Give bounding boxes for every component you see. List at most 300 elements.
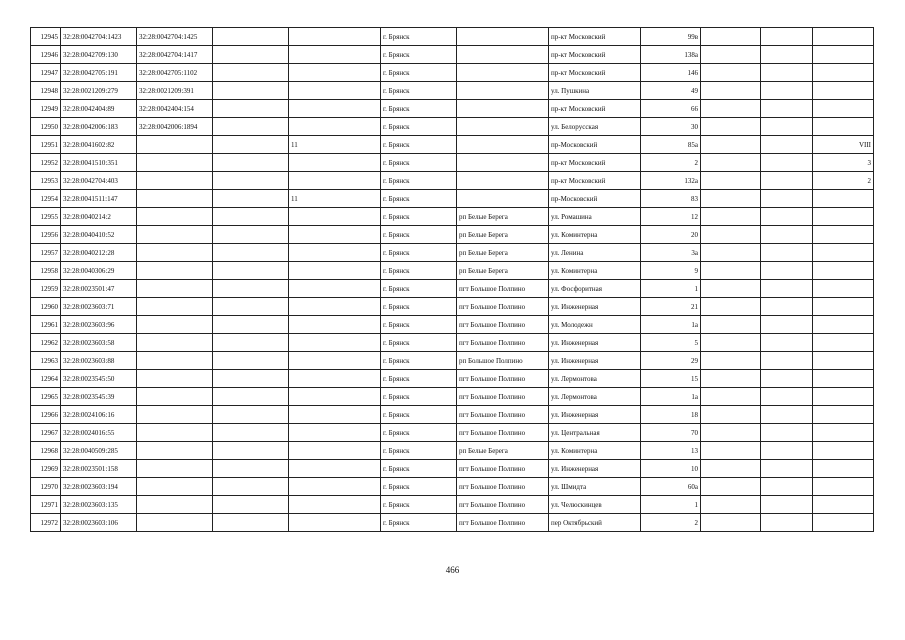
table-cell: 12956 (31, 226, 61, 244)
table-cell (213, 46, 289, 64)
table-cell: ул. Белорусская (549, 118, 641, 136)
table-cell: г. Брянск (381, 478, 457, 496)
table-cell (813, 64, 874, 82)
table-cell: 32:28:0023501:158 (61, 460, 137, 478)
table-cell (761, 298, 813, 316)
table-cell: 12 (641, 208, 701, 226)
table-cell (213, 442, 289, 460)
table-cell: 12968 (31, 442, 61, 460)
table-row (31, 244, 874, 262)
table-cell (457, 154, 549, 172)
table-cell: 12969 (31, 460, 61, 478)
table-cell (213, 334, 289, 352)
table-cell: рп Белые Берега (457, 442, 549, 460)
table-cell (457, 64, 549, 82)
table-cell (813, 316, 874, 334)
table-cell (137, 478, 213, 496)
table-cell (457, 82, 549, 100)
table-cell (761, 82, 813, 100)
table-cell: рп Белые Берега (457, 226, 549, 244)
table-row (31, 298, 874, 316)
table-cell: 32:28:0041602:82 (61, 136, 137, 154)
table-cell (813, 388, 874, 406)
table-cell (137, 514, 213, 532)
table-cell: 32:28:0040212:28 (61, 244, 137, 262)
table-cell: ул. Инженерная (549, 298, 641, 316)
table-cell (761, 478, 813, 496)
table-cell: рп Белые Берега (457, 262, 549, 280)
table-cell (289, 298, 381, 316)
table-cell (761, 370, 813, 388)
table-cell (137, 262, 213, 280)
table-cell (761, 388, 813, 406)
table-cell (761, 64, 813, 82)
table-cell: 13 (641, 442, 701, 460)
table-row (31, 262, 874, 280)
table-cell: г. Брянск (381, 172, 457, 190)
table-cell (137, 496, 213, 514)
table-cell: 12962 (31, 334, 61, 352)
table-cell: 32:28:0042006:183 (61, 118, 137, 136)
table-cell: 10 (641, 460, 701, 478)
table-cell (289, 46, 381, 64)
table-cell: 32:28:0024106:16 (61, 406, 137, 424)
table-cell (701, 370, 761, 388)
table-row (31, 64, 874, 82)
table-cell: пгт Большое Полпино (457, 316, 549, 334)
table-cell: пр-кт Московский (549, 28, 641, 46)
table-cell: 15 (641, 370, 701, 388)
table-row (31, 352, 874, 370)
table-cell (457, 46, 549, 64)
table-cell (761, 46, 813, 64)
table-cell (813, 406, 874, 424)
table-cell: 12967 (31, 424, 61, 442)
table-cell: 12963 (31, 352, 61, 370)
table-cell: г. Брянск (381, 424, 457, 442)
table-cell: рп Большое Полпино (457, 352, 549, 370)
table-cell: ул. Челюскинцев (549, 496, 641, 514)
table-cell (289, 64, 381, 82)
table-cell (137, 154, 213, 172)
table-cell: 32:28:0023603:135 (61, 496, 137, 514)
table-cell: г. Брянск (381, 280, 457, 298)
table-cell (457, 118, 549, 136)
table-cell (137, 442, 213, 460)
table-cell: г. Брянск (381, 388, 457, 406)
table-row (31, 406, 874, 424)
table-cell: 11 (289, 190, 381, 208)
table-cell (701, 298, 761, 316)
table-cell (213, 118, 289, 136)
table-cell: 30 (641, 118, 701, 136)
table-cell: 12957 (31, 244, 61, 262)
table-row (31, 424, 874, 442)
table-cell: ул. Коминтерна (549, 442, 641, 460)
table-cell: рп Белые Берега (457, 208, 549, 226)
table-cell: 1 (641, 496, 701, 514)
table-cell (289, 82, 381, 100)
table-cell: 32:28:0023603:58 (61, 334, 137, 352)
table-cell: 32:28:0042404:154 (137, 100, 213, 118)
table-cell (761, 514, 813, 532)
table-cell (457, 172, 549, 190)
table-cell (289, 370, 381, 388)
table-cell: 32:28:0024016:55 (61, 424, 137, 442)
table-cell (761, 460, 813, 478)
table-cell: 12954 (31, 190, 61, 208)
table-cell (289, 226, 381, 244)
table-row (31, 100, 874, 118)
table-cell: 3а (641, 244, 701, 262)
table-cell (761, 424, 813, 442)
table-cell (813, 352, 874, 370)
table-cell (701, 226, 761, 244)
table-cell (289, 172, 381, 190)
table-cell (701, 28, 761, 46)
table-cell: 2 (813, 172, 874, 190)
table-cell (213, 190, 289, 208)
table-cell (213, 298, 289, 316)
table-cell (761, 118, 813, 136)
table-cell (701, 100, 761, 118)
table-cell (813, 442, 874, 460)
table-row (31, 442, 874, 460)
table-cell: 32:28:0042704:403 (61, 172, 137, 190)
table-row (31, 316, 874, 334)
table-cell: 12961 (31, 316, 61, 334)
table-row (31, 172, 874, 190)
table-cell: 32:28:0042709:130 (61, 46, 137, 64)
table-cell (213, 280, 289, 298)
table-cell: 32:28:0023501:47 (61, 280, 137, 298)
table-cell: г. Брянск (381, 226, 457, 244)
table-cell: пер Октябрьский (549, 514, 641, 532)
table-row (31, 460, 874, 478)
table-cell (137, 352, 213, 370)
table-cell: 32:28:0042006:1894 (137, 118, 213, 136)
table-cell: ул. Лермонтова (549, 388, 641, 406)
table-cell: ул. Ленина (549, 244, 641, 262)
table-cell (701, 334, 761, 352)
table-cell: пгт Большое Полпино (457, 460, 549, 478)
table-cell: 3 (813, 154, 874, 172)
table-cell: ул. Центральная (549, 424, 641, 442)
table-cell: 18 (641, 406, 701, 424)
table-cell: 32:28:0042705:1102 (137, 64, 213, 82)
table-cell (761, 262, 813, 280)
table-cell (289, 514, 381, 532)
table-cell (213, 172, 289, 190)
table-cell: 32:28:0042705:191 (61, 64, 137, 82)
table-cell (213, 514, 289, 532)
table-cell (813, 496, 874, 514)
table-cell: ул. Шмидта (549, 478, 641, 496)
table-cell: пгт Большое Полпино (457, 298, 549, 316)
table-cell (701, 352, 761, 370)
table-cell (457, 190, 549, 208)
table-cell (213, 424, 289, 442)
table-cell: 99в (641, 28, 701, 46)
table-cell (761, 442, 813, 460)
table-cell: 32:28:0042704:1425 (137, 28, 213, 46)
table-cell: г. Брянск (381, 208, 457, 226)
table-cell: пгт Большое Полпино (457, 424, 549, 442)
table-cell: ул. Инженерная (549, 460, 641, 478)
table-cell: г. Брянск (381, 460, 457, 478)
table-cell (813, 334, 874, 352)
table-cell: 12965 (31, 388, 61, 406)
table-cell (761, 28, 813, 46)
table-cell: пгт Большое Полпино (457, 478, 549, 496)
table-cell: 12953 (31, 172, 61, 190)
table-cell (813, 514, 874, 532)
table-cell (213, 388, 289, 406)
table-cell: 1 (641, 280, 701, 298)
table-cell: 5 (641, 334, 701, 352)
table-cell: 12960 (31, 298, 61, 316)
table-cell (289, 352, 381, 370)
table-row (31, 388, 874, 406)
table-cell (137, 190, 213, 208)
page-number: 466 (445, 565, 460, 575)
table-cell: г. Брянск (381, 370, 457, 388)
table-cell: ул. Лермонтова (549, 370, 641, 388)
table-cell (213, 406, 289, 424)
table-cell (213, 136, 289, 154)
table-cell (813, 478, 874, 496)
table-cell: г. Брянск (381, 190, 457, 208)
table-row (31, 280, 874, 298)
table-cell (813, 244, 874, 262)
table-cell: пгт Большое Полпино (457, 334, 549, 352)
table-cell (701, 388, 761, 406)
table-cell (813, 100, 874, 118)
table-cell: 12949 (31, 100, 61, 118)
table-cell (289, 460, 381, 478)
table-cell: ул. Пушкина (549, 82, 641, 100)
table-cell (813, 460, 874, 478)
table-cell: 12951 (31, 136, 61, 154)
table-cell: пгт Большое Полпино (457, 280, 549, 298)
table-cell (457, 28, 549, 46)
table-cell: ул. Молодежн (549, 316, 641, 334)
table-cell (701, 208, 761, 226)
table-cell: пр-кт Московский (549, 172, 641, 190)
table-cell (761, 208, 813, 226)
table-cell (289, 406, 381, 424)
table-cell: г. Брянск (381, 298, 457, 316)
table-cell: 70 (641, 424, 701, 442)
table-cell (137, 208, 213, 226)
table-row (31, 82, 874, 100)
table-cell: 12955 (31, 208, 61, 226)
table-cell: пр-кт Московский (549, 154, 641, 172)
table-cell: 132а (641, 172, 701, 190)
table-cell (813, 226, 874, 244)
table-cell: г. Брянск (381, 136, 457, 154)
table-cell (137, 316, 213, 334)
table-cell: 85а (641, 136, 701, 154)
table-cell (213, 352, 289, 370)
table-cell: г. Брянск (381, 334, 457, 352)
table-cell (457, 100, 549, 118)
table-cell: г. Брянск (381, 514, 457, 532)
table-cell (213, 316, 289, 334)
table-cell (701, 424, 761, 442)
table-cell: 20 (641, 226, 701, 244)
table-cell: 11 (289, 136, 381, 154)
table-cell: г. Брянск (381, 316, 457, 334)
table-row (31, 226, 874, 244)
table-cell (701, 46, 761, 64)
table-cell (289, 496, 381, 514)
table-cell (813, 46, 874, 64)
table-cell (701, 262, 761, 280)
table-cell (213, 100, 289, 118)
table-cell (213, 244, 289, 262)
table-cell: 12952 (31, 154, 61, 172)
table-cell: г. Брянск (381, 28, 457, 46)
table-cell (701, 280, 761, 298)
table-cell (213, 208, 289, 226)
table-cell: 32:28:0023545:39 (61, 388, 137, 406)
table-cell (289, 478, 381, 496)
registry-table (30, 27, 874, 532)
table-cell (701, 172, 761, 190)
table-cell: 32:28:0042704:1423 (61, 28, 137, 46)
table-cell: ул. Инженерная (549, 352, 641, 370)
table-cell: пр-Московский (549, 136, 641, 154)
table-cell (701, 82, 761, 100)
table-cell (813, 298, 874, 316)
table-row (31, 46, 874, 64)
table-cell: ул. Ромашина (549, 208, 641, 226)
table-cell (457, 136, 549, 154)
table-cell (137, 460, 213, 478)
table-cell (289, 28, 381, 46)
table-cell: 32:28:0023603:88 (61, 352, 137, 370)
table-cell: 32:28:0021209:391 (137, 82, 213, 100)
table-cell (213, 154, 289, 172)
table-cell: 12964 (31, 370, 61, 388)
table-cell: 32:28:0042404:89 (61, 100, 137, 118)
table-cell (289, 118, 381, 136)
table-cell (761, 352, 813, 370)
table-row (31, 190, 874, 208)
table-cell (701, 478, 761, 496)
table-cell (213, 226, 289, 244)
table-cell (813, 118, 874, 136)
table-cell: 49 (641, 82, 701, 100)
table-cell: г. Брянск (381, 406, 457, 424)
table-cell: г. Брянск (381, 154, 457, 172)
table-row (31, 208, 874, 226)
table-cell: г. Брянск (381, 118, 457, 136)
table-cell (701, 154, 761, 172)
table-cell (289, 388, 381, 406)
table-cell (289, 154, 381, 172)
table-cell (813, 280, 874, 298)
table-cell: 12966 (31, 406, 61, 424)
table-cell (701, 316, 761, 334)
table-cell: 2 (641, 154, 701, 172)
table-cell: VIII (813, 136, 874, 154)
table-cell: г. Брянск (381, 496, 457, 514)
table-cell: 138а (641, 46, 701, 64)
table-row (31, 136, 874, 154)
table-cell: пгт Большое Полпино (457, 496, 549, 514)
table-cell: пгт Большое Полпино (457, 406, 549, 424)
table-cell: 12946 (31, 46, 61, 64)
table-cell: 32:28:0023545:50 (61, 370, 137, 388)
table-cell: г. Брянск (381, 442, 457, 460)
table-cell: 1а (641, 388, 701, 406)
table-cell: 32:28:0023603:96 (61, 316, 137, 334)
table-cell: пр-кт Московский (549, 64, 641, 82)
table-cell (761, 406, 813, 424)
table-cell (137, 334, 213, 352)
table-cell: 83 (641, 190, 701, 208)
table-cell (701, 514, 761, 532)
table-cell: рп Белые Берега (457, 244, 549, 262)
table-cell: г. Брянск (381, 46, 457, 64)
table-cell (137, 424, 213, 442)
table-cell: ул. Фосфоритная (549, 280, 641, 298)
table-cell: 12959 (31, 280, 61, 298)
table-cell (137, 406, 213, 424)
table-cell (137, 136, 213, 154)
table-cell: 32:28:0021209:279 (61, 82, 137, 100)
table-cell (137, 388, 213, 406)
table-cell (289, 334, 381, 352)
table-cell: г. Брянск (381, 82, 457, 100)
table-cell (701, 190, 761, 208)
table-cell: 32:28:0040509:285 (61, 442, 137, 460)
table-cell (213, 82, 289, 100)
table-cell (213, 478, 289, 496)
table-cell: ул. Коминтерна (549, 262, 641, 280)
table-cell: 21 (641, 298, 701, 316)
table-cell (289, 316, 381, 334)
table-cell (813, 370, 874, 388)
table-row (31, 28, 874, 46)
table-cell: 12945 (31, 28, 61, 46)
table-cell (137, 226, 213, 244)
table-cell: пр-кт Московский (549, 46, 641, 64)
table-cell (289, 262, 381, 280)
table-cell: 12950 (31, 118, 61, 136)
table-cell (701, 118, 761, 136)
table-cell: 32:28:0041510:351 (61, 154, 137, 172)
table-cell (701, 496, 761, 514)
table-cell (137, 280, 213, 298)
table-cell (813, 208, 874, 226)
table-cell (761, 190, 813, 208)
table-cell (289, 280, 381, 298)
table-cell (213, 370, 289, 388)
table-cell (289, 100, 381, 118)
table-cell (761, 244, 813, 262)
table-cell: 2 (641, 514, 701, 532)
table-cell (761, 496, 813, 514)
table-cell: 60а (641, 478, 701, 496)
table-cell (701, 442, 761, 460)
table-cell (813, 28, 874, 46)
table-cell: 32:28:0041511:147 (61, 190, 137, 208)
table-cell: пр-кт Московский (549, 100, 641, 118)
table-cell: г. Брянск (381, 244, 457, 262)
